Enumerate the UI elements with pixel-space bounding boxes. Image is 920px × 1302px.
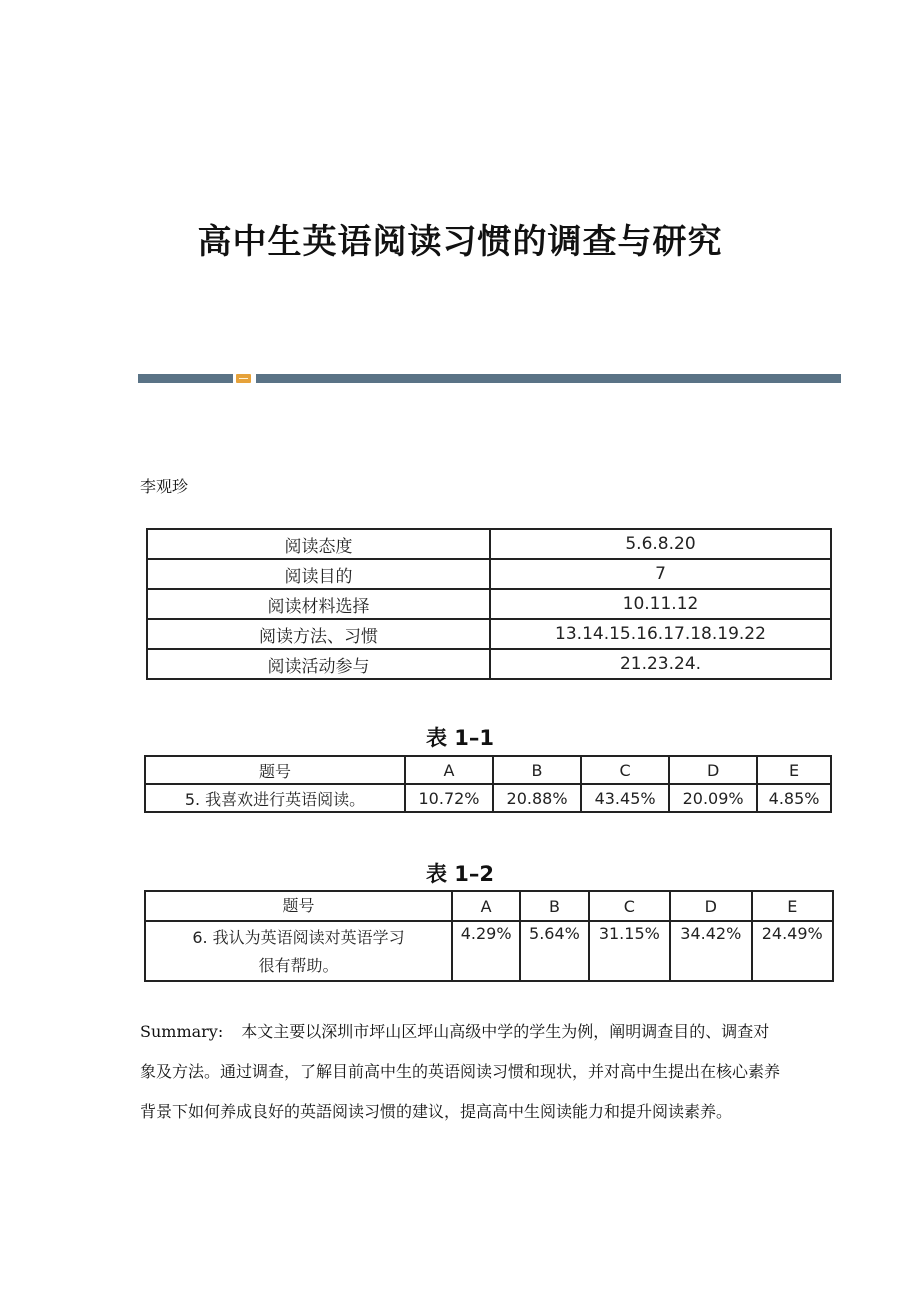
question-numbers-cell: 7 bbox=[490, 559, 831, 589]
table-caption-1-1: 表 1–1 bbox=[425, 726, 495, 750]
header-cell: 题号 bbox=[145, 891, 452, 921]
header-cell: B bbox=[520, 891, 588, 921]
header-cell: D bbox=[669, 756, 757, 784]
divider-left-bar bbox=[138, 374, 233, 383]
table-row bbox=[147, 529, 831, 559]
category-cell: 阅读态度 bbox=[147, 529, 490, 559]
header-cell: E bbox=[752, 891, 834, 921]
table-row bbox=[147, 589, 831, 619]
header-cell: 题号 bbox=[145, 756, 405, 784]
table-row bbox=[147, 619, 831, 649]
percent-cell: 5.64% bbox=[520, 921, 588, 981]
question-cell: 5. 我喜欢进行英语阅读。 bbox=[145, 784, 405, 812]
summary-label: Summary: bbox=[140, 1022, 224, 1041]
header-cell: A bbox=[452, 891, 520, 921]
survey-table-1-2 bbox=[144, 890, 834, 982]
percent-cell: 4.29% bbox=[452, 921, 520, 981]
percent-cell: 43.45% bbox=[581, 784, 669, 812]
percent-cell: 20.88% bbox=[493, 784, 581, 812]
table-header-row bbox=[145, 891, 833, 921]
question-numbers-cell: 10.11.12 bbox=[490, 589, 831, 619]
percent-cell: 10.72% bbox=[405, 784, 493, 812]
category-table bbox=[146, 528, 832, 680]
category-cell: 阅读活动参与 bbox=[147, 649, 490, 679]
percent-cell: 20.09% bbox=[669, 784, 757, 812]
divider-right-bar bbox=[256, 374, 841, 383]
table-row bbox=[147, 649, 831, 679]
header-cell: E bbox=[757, 756, 831, 784]
summary-text: 本文主要以深圳市坪山区坪山高级中学的学生为例，阐明调查目的、调查对象及方法。通过调查，了解目前高中生的英语阅读习惯和现状，并对高中生提出在核心素养背景下如何养成良好的英語阅读习惯的建议，提高高中生阅读能力和提升阅读素养。 bbox=[140, 1022, 781, 1121]
category-cell: 阅读目的 bbox=[147, 559, 490, 589]
table-row bbox=[145, 784, 831, 812]
header-cell: A bbox=[405, 756, 493, 784]
question-numbers-cell: 21.23.24. bbox=[490, 649, 831, 679]
header-cell: B bbox=[493, 756, 581, 784]
header-cell: C bbox=[589, 891, 670, 921]
category-cell: 阅读材料选择 bbox=[147, 589, 490, 619]
percent-cell: 24.49% bbox=[752, 921, 834, 981]
summary-paragraph bbox=[140, 1012, 780, 1132]
divider-ornament-icon bbox=[236, 374, 251, 383]
table-caption-1-2: 表 1–2 bbox=[425, 862, 495, 886]
survey-table-1-1 bbox=[144, 755, 832, 813]
document-title: 高中生英语阅读习惯的调查与研究 bbox=[197, 222, 723, 262]
question-cell bbox=[145, 921, 452, 981]
table-row bbox=[147, 559, 831, 589]
header-cell: C bbox=[581, 756, 669, 784]
question-line-2: 很有帮助。 bbox=[258, 956, 339, 975]
percent-cell: 4.85% bbox=[757, 784, 831, 812]
question-numbers-cell: 13.14.15.16.17.18.19.22 bbox=[490, 619, 831, 649]
category-cell: 阅读方法、习惯 bbox=[147, 619, 490, 649]
percent-cell: 34.42% bbox=[670, 921, 751, 981]
question-line-1: 6. 我认为英语阅读对英语学习 bbox=[192, 928, 405, 947]
header-cell: D bbox=[670, 891, 751, 921]
title-divider bbox=[138, 374, 841, 383]
author-name: 李观珍 bbox=[140, 477, 189, 496]
question-numbers-cell: 5.6.8.20 bbox=[490, 529, 831, 559]
percent-cell: 31.15% bbox=[589, 921, 670, 981]
table-header-row bbox=[145, 756, 831, 784]
table-row bbox=[145, 921, 833, 981]
